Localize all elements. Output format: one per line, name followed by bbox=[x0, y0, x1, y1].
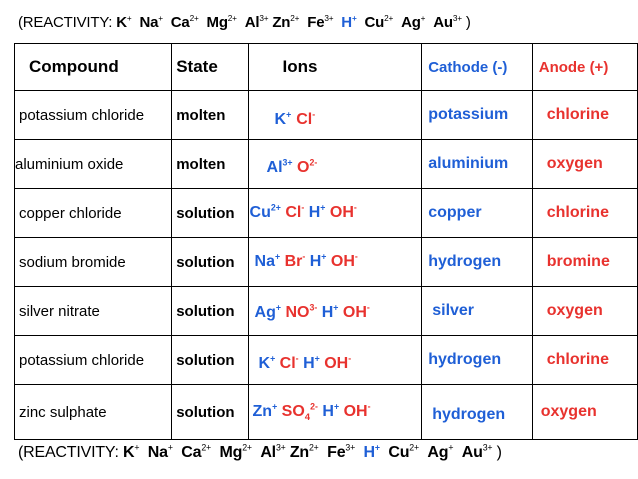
compound-cell: silver nitrate bbox=[15, 287, 172, 336]
cation-ion bbox=[322, 403, 339, 420]
react-zn-charge: 2+ bbox=[290, 14, 300, 23]
react-au-charge: 3+ bbox=[482, 442, 493, 453]
ion-charge: + bbox=[333, 302, 339, 313]
anode-cell: chlorine bbox=[532, 336, 637, 385]
ion-charge: 2- bbox=[309, 157, 318, 168]
anode-cell: oxygen bbox=[532, 140, 637, 189]
table-row bbox=[15, 385, 638, 440]
ion-charge: + bbox=[321, 251, 327, 262]
state-cell: molten bbox=[172, 91, 248, 140]
react-k-charge: + bbox=[134, 442, 140, 453]
ion-charge: - bbox=[312, 109, 316, 120]
reactivity-series-bottom bbox=[18, 444, 502, 462]
reactivity-prefix: (REACTIVITY: bbox=[18, 14, 117, 31]
ion-charge: + bbox=[333, 401, 340, 412]
ion-symbol: K bbox=[258, 355, 271, 372]
anion-ion bbox=[324, 355, 351, 372]
react-h: H bbox=[363, 444, 375, 461]
react-cu-charge: 2+ bbox=[409, 442, 419, 453]
cation-ion bbox=[250, 204, 281, 221]
reactivity-prefix: (REACTIVITY: bbox=[18, 444, 123, 461]
cathode-cell: hydrogen bbox=[422, 385, 533, 440]
cation-ion bbox=[322, 304, 339, 321]
ion-symbol: NO bbox=[285, 304, 310, 321]
ion-symbol: SO bbox=[281, 403, 305, 420]
ion-symbol: OH bbox=[330, 253, 355, 270]
state-cell: solution bbox=[172, 385, 248, 440]
ions-cell bbox=[248, 336, 422, 385]
ion-symbol: H bbox=[321, 304, 334, 321]
table-header-row bbox=[15, 44, 638, 91]
ions-formula bbox=[249, 253, 358, 271]
reactivity-suffix: ) bbox=[461, 14, 471, 31]
ions-formula bbox=[249, 102, 316, 129]
state-cell: solution bbox=[172, 336, 248, 385]
compound-cell: copper chloride bbox=[15, 189, 172, 238]
react-na-charge: + bbox=[167, 442, 173, 453]
ion-charge: + bbox=[275, 302, 281, 313]
react-ca-charge: 2+ bbox=[189, 14, 199, 23]
react-au: Au bbox=[433, 14, 453, 31]
reactivity-suffix: ) bbox=[492, 444, 502, 461]
react-ca-charge: 2+ bbox=[201, 442, 211, 453]
react-cu: Cu bbox=[364, 14, 385, 31]
ion-subscript: 4 bbox=[304, 412, 311, 424]
table-row bbox=[15, 238, 638, 287]
react-fe: Fe bbox=[307, 14, 325, 31]
compound-cell: zinc sulphate bbox=[15, 385, 172, 440]
ion-charge: 3- bbox=[309, 302, 318, 313]
react-zn-charge: 2+ bbox=[308, 442, 319, 453]
ion-charge: - bbox=[353, 202, 357, 213]
compound-cell: aluminium oxide bbox=[15, 140, 172, 189]
ion-symbol: O bbox=[297, 159, 310, 176]
ion-charge: 2- bbox=[310, 401, 318, 412]
table-row bbox=[15, 189, 638, 238]
ion-symbol: Zn bbox=[252, 403, 273, 420]
cation-ion bbox=[259, 355, 276, 372]
state-cell: molten bbox=[172, 140, 248, 189]
cation-ion bbox=[255, 253, 281, 270]
anion-ion bbox=[331, 253, 358, 270]
anode-cell: oxygen bbox=[532, 287, 637, 336]
anion-ion bbox=[285, 253, 306, 270]
ion-charge: + bbox=[314, 353, 320, 364]
state-cell: solution bbox=[172, 238, 248, 287]
react-fe-charge: 3+ bbox=[345, 442, 356, 453]
react-k: K bbox=[122, 444, 135, 461]
electrolysis-table bbox=[14, 43, 638, 440]
cation-ion bbox=[255, 304, 281, 321]
ion-symbol: H bbox=[309, 253, 322, 270]
ion-symbol: OH bbox=[329, 204, 354, 221]
ions-formula bbox=[249, 300, 370, 322]
anion-ion bbox=[330, 204, 357, 221]
cation-ion bbox=[267, 159, 293, 176]
ion-charge: - bbox=[302, 251, 306, 262]
cathode-cell: hydrogen bbox=[422, 238, 533, 287]
ion-symbol: OH bbox=[343, 403, 368, 420]
ions-formula bbox=[249, 204, 357, 222]
ion-symbol: K bbox=[274, 110, 287, 128]
react-k: K bbox=[116, 14, 127, 31]
ion-charge: + bbox=[272, 401, 278, 412]
header-compound: Compound bbox=[15, 44, 172, 91]
ion-charge: 3+ bbox=[282, 157, 293, 168]
react-mg-charge: 2+ bbox=[242, 442, 252, 453]
anion-ion bbox=[281, 401, 318, 424]
react-al: Al bbox=[260, 444, 276, 461]
ions-formula bbox=[249, 401, 371, 424]
ion-symbol: Al bbox=[266, 159, 283, 176]
ion-symbol: Cu bbox=[249, 204, 271, 221]
ions-formula bbox=[249, 151, 318, 177]
anion-ion bbox=[285, 204, 304, 221]
ion-symbol: Br bbox=[284, 253, 303, 270]
react-zn: Zn bbox=[289, 444, 309, 461]
compound-cell: sodium bromide bbox=[15, 238, 172, 287]
react-mg: Mg bbox=[206, 14, 228, 31]
anion-ion bbox=[285, 304, 317, 321]
compound-cell: potassium chloride bbox=[15, 336, 172, 385]
cathode-cell: aluminium bbox=[422, 140, 533, 189]
ion-charge: - bbox=[295, 353, 299, 364]
react-au-charge: 3+ bbox=[452, 14, 462, 23]
header-state: State bbox=[172, 44, 248, 91]
react-na: Na bbox=[139, 14, 159, 31]
ion-symbol: Na bbox=[254, 253, 275, 270]
cation-ion bbox=[310, 253, 327, 270]
anode-cell: chlorine bbox=[532, 189, 637, 238]
anion-ion bbox=[280, 355, 299, 372]
anode-cell: bromine bbox=[532, 238, 637, 287]
table-row bbox=[15, 336, 638, 385]
ions-cell bbox=[248, 91, 422, 140]
table-row bbox=[15, 140, 638, 189]
ions-cell bbox=[248, 189, 422, 238]
react-al-charge: 3+ bbox=[259, 14, 269, 23]
ion-symbol: Cl bbox=[285, 204, 302, 221]
reactivity-series-top bbox=[18, 14, 471, 31]
react-mg-charge: 2+ bbox=[227, 14, 237, 23]
anion-ion bbox=[344, 403, 371, 420]
cathode-cell: silver bbox=[422, 287, 533, 336]
react-h-charge: + bbox=[351, 14, 357, 23]
state-cell: solution bbox=[172, 287, 248, 336]
table-row bbox=[15, 287, 638, 336]
header-cathode: Cathode (-) bbox=[422, 44, 533, 91]
ions-cell bbox=[248, 140, 422, 189]
ion-symbol: OH bbox=[324, 355, 349, 372]
header-anode: Anode (+) bbox=[532, 44, 637, 91]
react-fe: Fe bbox=[327, 444, 346, 461]
ions-formula bbox=[249, 347, 352, 373]
react-cu: Cu bbox=[388, 444, 410, 461]
ion-symbol: H bbox=[322, 403, 334, 420]
react-h-charge: + bbox=[374, 442, 380, 453]
react-fe-charge: 3+ bbox=[324, 14, 334, 23]
ions-cell bbox=[248, 238, 422, 287]
cation-ion bbox=[303, 355, 320, 372]
ion-charge: - bbox=[354, 251, 358, 262]
ion-symbol: H bbox=[308, 204, 321, 221]
ion-charge: + bbox=[270, 353, 276, 364]
cathode-cell: copper bbox=[422, 189, 533, 238]
ion-charge: + bbox=[286, 109, 292, 120]
react-mg: Mg bbox=[219, 444, 243, 461]
ion-charge: - bbox=[367, 401, 371, 412]
ion-symbol: Cl bbox=[296, 110, 313, 128]
ions-cell bbox=[248, 385, 422, 440]
react-ag: Ag bbox=[427, 444, 449, 461]
react-ag: Ag bbox=[401, 14, 421, 31]
react-cu-charge: 2+ bbox=[384, 14, 394, 23]
react-ca: Ca bbox=[170, 14, 190, 31]
state-cell: solution bbox=[172, 189, 248, 238]
react-ag-charge: + bbox=[420, 14, 426, 23]
ions-cell bbox=[248, 287, 422, 336]
anode-cell: oxygen bbox=[532, 385, 637, 440]
cathode-cell: hydrogen bbox=[422, 336, 533, 385]
react-zn: Zn bbox=[272, 14, 291, 31]
ion-symbol: H bbox=[303, 355, 315, 372]
react-al-charge: 3+ bbox=[275, 442, 286, 453]
react-na: Na bbox=[147, 444, 168, 461]
ion-charge: - bbox=[348, 353, 352, 364]
react-au: Au bbox=[461, 444, 483, 461]
react-ca: Ca bbox=[181, 444, 202, 461]
cation-ion bbox=[253, 403, 278, 420]
ion-charge: 2+ bbox=[270, 202, 281, 213]
react-k-charge: + bbox=[126, 14, 132, 23]
ion-charge: - bbox=[366, 302, 370, 313]
anion-ion bbox=[343, 304, 370, 321]
react-na-charge: + bbox=[158, 14, 163, 23]
compound-cell: potassium chloride bbox=[15, 91, 172, 140]
react-al: Al bbox=[244, 14, 260, 31]
ion-symbol: Cl bbox=[279, 355, 296, 372]
ion-charge: + bbox=[320, 202, 326, 213]
cation-ion bbox=[275, 111, 292, 128]
anion-ion bbox=[296, 111, 315, 128]
anion-ion bbox=[297, 159, 317, 176]
react-ag-charge: + bbox=[448, 442, 454, 453]
anode-cell: chlorine bbox=[532, 91, 637, 140]
cation-ion bbox=[309, 204, 326, 221]
header-ions: Ions bbox=[248, 44, 422, 91]
table-row bbox=[15, 91, 638, 140]
ion-symbol: OH bbox=[342, 304, 367, 321]
ion-symbol: Ag bbox=[254, 304, 276, 321]
react-h: H bbox=[341, 14, 352, 31]
ion-charge: - bbox=[301, 202, 305, 213]
cathode-cell: potassium bbox=[422, 91, 533, 140]
ion-charge: + bbox=[274, 251, 281, 262]
